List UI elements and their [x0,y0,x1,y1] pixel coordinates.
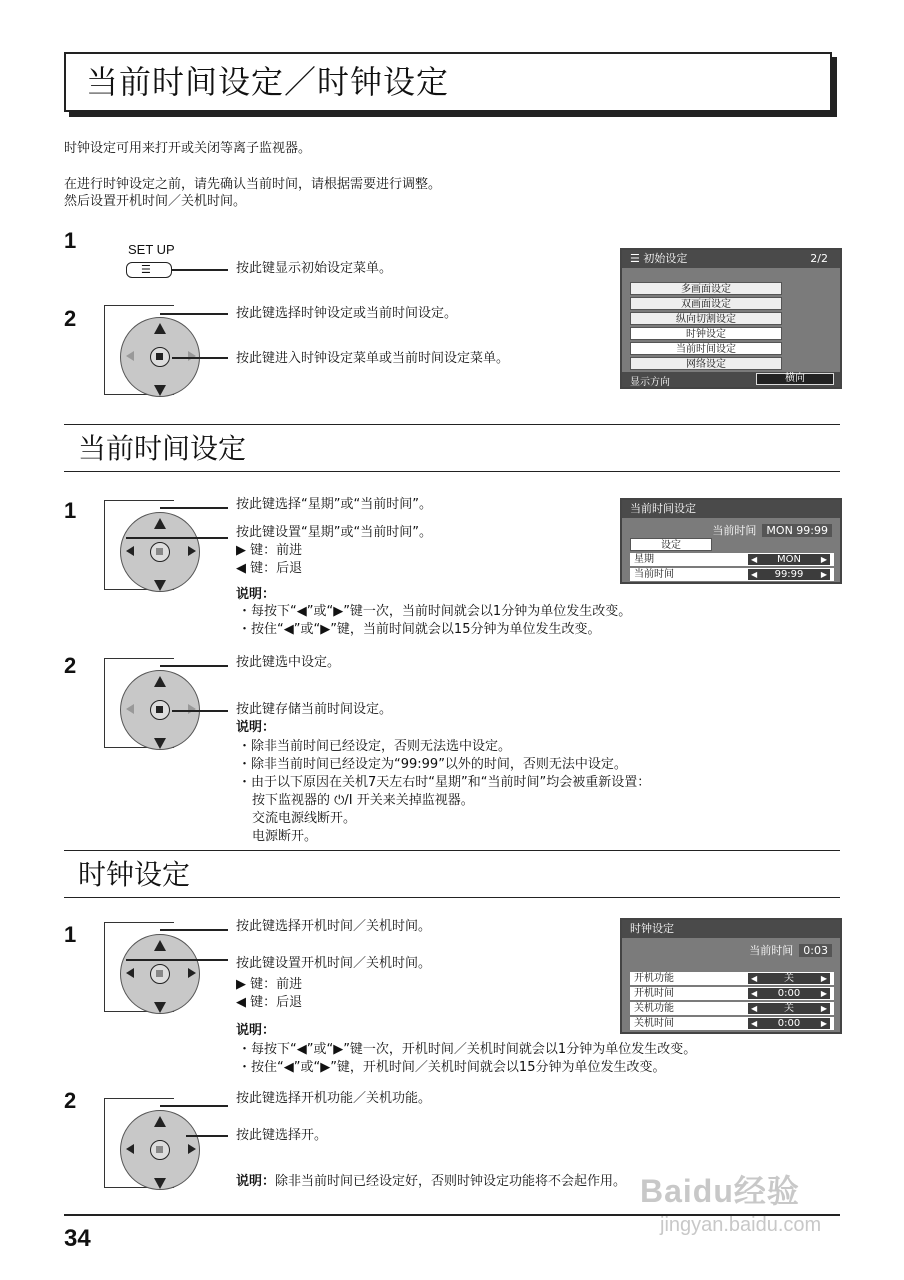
down-arrow-icon[interactable] [154,580,166,591]
ct-step1-text-b: 按此键设置“星期”或“当前时间”。 [236,525,432,540]
row-label: 关机功能 [634,1003,674,1014]
leader-line [172,357,228,359]
row-value[interactable] [748,973,830,984]
left-arrow-icon: ◀ [751,1019,758,1028]
remote-pad [104,658,214,758]
right-arrow-icon: ▶ [820,1004,827,1013]
section-current-time [64,424,840,472]
ct-step1-text-a: 按此键选择“星期”或“当前时间”。 [236,497,432,512]
row-value-text: 0:00 [777,1018,801,1029]
enter-icon [156,353,163,360]
timer-step2-text-a: 按此键选择开机功能／关机功能。 [236,1091,432,1106]
osd-footer [622,372,840,387]
timer-step2-note [236,1173,626,1191]
row-label: 星期 [634,554,654,565]
row-label: 开机功能 [634,973,674,984]
note-label: 说明： [236,1174,276,1189]
osd-page: 2/2 [810,252,828,265]
right-arrow-icon: ▶ [820,570,827,579]
intro-line-2: 在进行时钟设定之前，请先确认当前时间，请根据需要进行调整。 [64,177,442,192]
step-number: 1 [64,498,77,523]
timer-forward-text: ▶ 键：前进 [236,977,303,992]
row-value-text: MON [777,554,801,565]
osd-row-off-function[interactable] [630,1002,834,1015]
timer-step1-text-b: 按此键设置开机时间／关机时间。 [236,956,432,971]
menu-item[interactable]: 网络设定 [630,357,782,370]
page-number: 34 [64,1225,91,1252]
footer-label: 显示方向 [630,377,670,388]
leader-line [172,710,228,712]
current-time-label: 当前时间 [749,944,794,957]
row-label: 当前时间 [634,569,674,580]
section-heading: 当前时间设定 [78,432,247,465]
remote-pad [104,305,214,405]
osd-title: 时钟设定 [630,922,674,935]
current-time-readout [712,522,832,538]
page-title-box [64,52,832,112]
left-arrow-icon[interactable] [126,968,134,978]
row-value-text: 关 [784,1003,794,1014]
remote-pad [104,922,214,1022]
ct-note-6: 按下监视器的 ⏻/I 开关来关掉监视器。 [252,793,474,808]
osd-header [622,250,840,268]
ct-note-4: ・除非当前时间已经设定为“99:99”以外的时间，否则无法中设定。 [238,757,627,772]
current-time-value: MON 99:99 [762,524,832,537]
leader-line [160,313,228,315]
menu-item[interactable]: 双画面设定 [630,297,782,310]
osd-header [622,920,840,938]
right-arrow-icon: ▶ [820,555,827,564]
timer-step1-text-a: 按此键选择开机时间／关机时间。 [236,919,432,934]
osd-row-on-time[interactable] [630,987,834,1000]
leader-line [160,665,228,667]
osd-row-time[interactable] [630,568,834,581]
step-number: 2 [64,306,77,331]
osd-title: ☰ 初始设定 [630,252,688,265]
leader-line [172,269,228,271]
row-value[interactable] [748,569,830,580]
left-arrow-icon: ◀ [751,989,758,998]
osd-row-off-time[interactable] [630,1017,834,1030]
down-arrow-icon[interactable] [154,1002,166,1013]
step-number: 2 [64,653,77,678]
right-arrow-icon[interactable] [188,1144,196,1154]
enter-button[interactable] [150,347,170,367]
left-arrow-icon: ◀ [751,555,758,564]
enter-icon [156,706,163,713]
right-arrow-icon[interactable] [188,968,196,978]
up-arrow-icon[interactable] [154,676,166,687]
note-label: 说明： [236,587,276,602]
up-arrow-icon[interactable] [154,518,166,529]
right-arrow-icon[interactable] [188,351,196,361]
right-arrow-icon: ▶ [820,974,827,983]
enter-icon [156,970,163,977]
intro-line-3: 然后设置开机时间／关机时间。 [64,194,247,209]
osd-row-weekday[interactable] [630,553,834,566]
setup-step2-text-a: 按此键选择时钟设定或当前时间设定。 [236,306,458,321]
up-arrow-icon[interactable] [154,323,166,334]
step-number: 1 [64,922,77,947]
osd-title: 当前时间设定 [630,502,696,515]
left-arrow-icon: ◀ [751,570,758,579]
setup-step2-text-b: 按此键进入时钟设定菜单或当前时间设定菜单。 [236,351,510,366]
ct-back-text: ◀ 键：后退 [236,561,303,576]
down-arrow-icon[interactable] [154,1178,166,1189]
remote-pad [104,1098,214,1198]
menu-item-clock[interactable]: 时钟设定 [630,327,782,340]
row-value[interactable] [748,988,830,999]
setup-step1-text: 按此键显示初始设定菜单。 [236,261,393,276]
current-time-readout [749,942,832,958]
ct-note-2: ・按住“◀”或“▶”键，当前时间就会以15分钟为单位发生改变。 [238,622,601,637]
leader-line [126,959,228,961]
timer-step2-text-b: 按此键选择开。 [236,1128,328,1143]
leader-line [160,929,228,931]
setup-button-label: SET UP [128,242,175,257]
current-time-osd [620,498,842,584]
row-value-text: 0:00 [777,988,801,999]
enter-button[interactable] [150,1140,170,1160]
enter-button[interactable] [150,700,170,720]
setup-button[interactable] [126,262,172,278]
leader-line [160,1105,228,1107]
footer-value[interactable]: 横向 [756,373,834,385]
row-label: 关机时间 [634,1018,674,1029]
timer-note-2: ・按住“◀”或“▶”键，开机时间／关机时间就会以15分钟为单位发生改变。 [238,1060,666,1075]
remote-pad [104,500,214,600]
leader-line [126,537,228,539]
step-number: 2 [64,1088,77,1113]
row-value[interactable] [748,554,830,565]
ct-step2-text-a: 按此键选中设定。 [236,655,341,670]
step-number: 1 [64,228,77,253]
ct-note-8: 电源断开。 [252,829,318,844]
enter-icon [156,548,163,555]
intro-line-1: 时钟设定可用来打开或关闭等离子监视器。 [64,141,312,156]
page-title: 当前时间设定／时钟设定 [86,63,450,101]
right-arrow-icon[interactable] [188,704,196,714]
current-time-value: 0:03 [799,944,832,957]
row-value[interactable] [748,1018,830,1029]
down-arrow-icon[interactable] [154,738,166,749]
up-arrow-icon[interactable] [154,1116,166,1127]
up-arrow-icon[interactable] [154,940,166,951]
leader-line [160,507,228,509]
menu-icon: ☰ [141,263,151,276]
set-button[interactable]: 设定 [630,538,712,551]
watermark-url: jingyan.baidu.com [660,1214,822,1236]
enter-icon [156,1146,163,1153]
row-value-text: 99:99 [774,569,804,580]
right-arrow-icon: ▶ [820,989,827,998]
left-arrow-icon[interactable] [126,351,134,361]
note-label: 说明： [236,720,276,735]
left-arrow-icon: ◀ [751,1004,758,1013]
left-arrow-icon: ◀ [751,974,758,983]
ct-note-7: 交流电源线断开。 [252,811,357,826]
right-arrow-icon[interactable] [188,546,196,556]
enter-button[interactable] [150,964,170,984]
ct-forward-text: ▶ 键：前进 [236,543,303,558]
left-arrow-icon[interactable] [126,1144,134,1154]
section-timer [64,850,840,898]
row-value-text: 关 [784,973,794,984]
row-value[interactable] [748,1003,830,1014]
menu-item[interactable]: 纵向切割设定 [630,312,782,325]
ct-step2-text-b: 按此键存储当前时间设定。 [236,702,393,717]
section-heading: 时钟设定 [78,858,191,891]
watermark-brand: Baidu经验 [640,1173,800,1209]
setup-menu-osd [620,248,842,389]
right-arrow-icon: ▶ [820,1019,827,1028]
enter-button[interactable] [150,542,170,562]
current-time-label: 当前时间 [712,524,757,537]
menu-item-current-time[interactable]: 当前时间设定 [630,342,782,355]
ct-note-5: ・由于以下原因在关机7天左右时“星期”和“当前时间”均会被重新设置： [238,775,651,790]
menu-item[interactable]: 多画面设定 [630,282,782,295]
osd-row-on-function[interactable] [630,972,834,985]
note-label: 说明： [236,1023,276,1038]
timer-note-text: 除非当前时间已经设定好，否则时钟设定功能将不会起作用。 [275,1174,627,1189]
row-label: 开机时间 [634,988,674,999]
ct-note-1: ・每按下“◀”或“▶”键一次，当前时间就会以1分钟为单位发生改变。 [238,604,632,619]
osd-header [622,500,840,518]
left-arrow-icon[interactable] [126,704,134,714]
left-arrow-icon[interactable] [126,546,134,556]
down-arrow-icon[interactable] [154,385,166,396]
timer-back-text: ◀ 键：后退 [236,995,303,1010]
timer-note-1: ・每按下“◀”或“▶”键一次，开机时间／关机时间就会以1分钟为单位发生改变。 [238,1042,697,1057]
ct-note-3: ・除非当前时间已经设定，否则无法选中设定。 [238,739,512,754]
timer-osd [620,918,842,1034]
leader-line [186,1135,228,1137]
